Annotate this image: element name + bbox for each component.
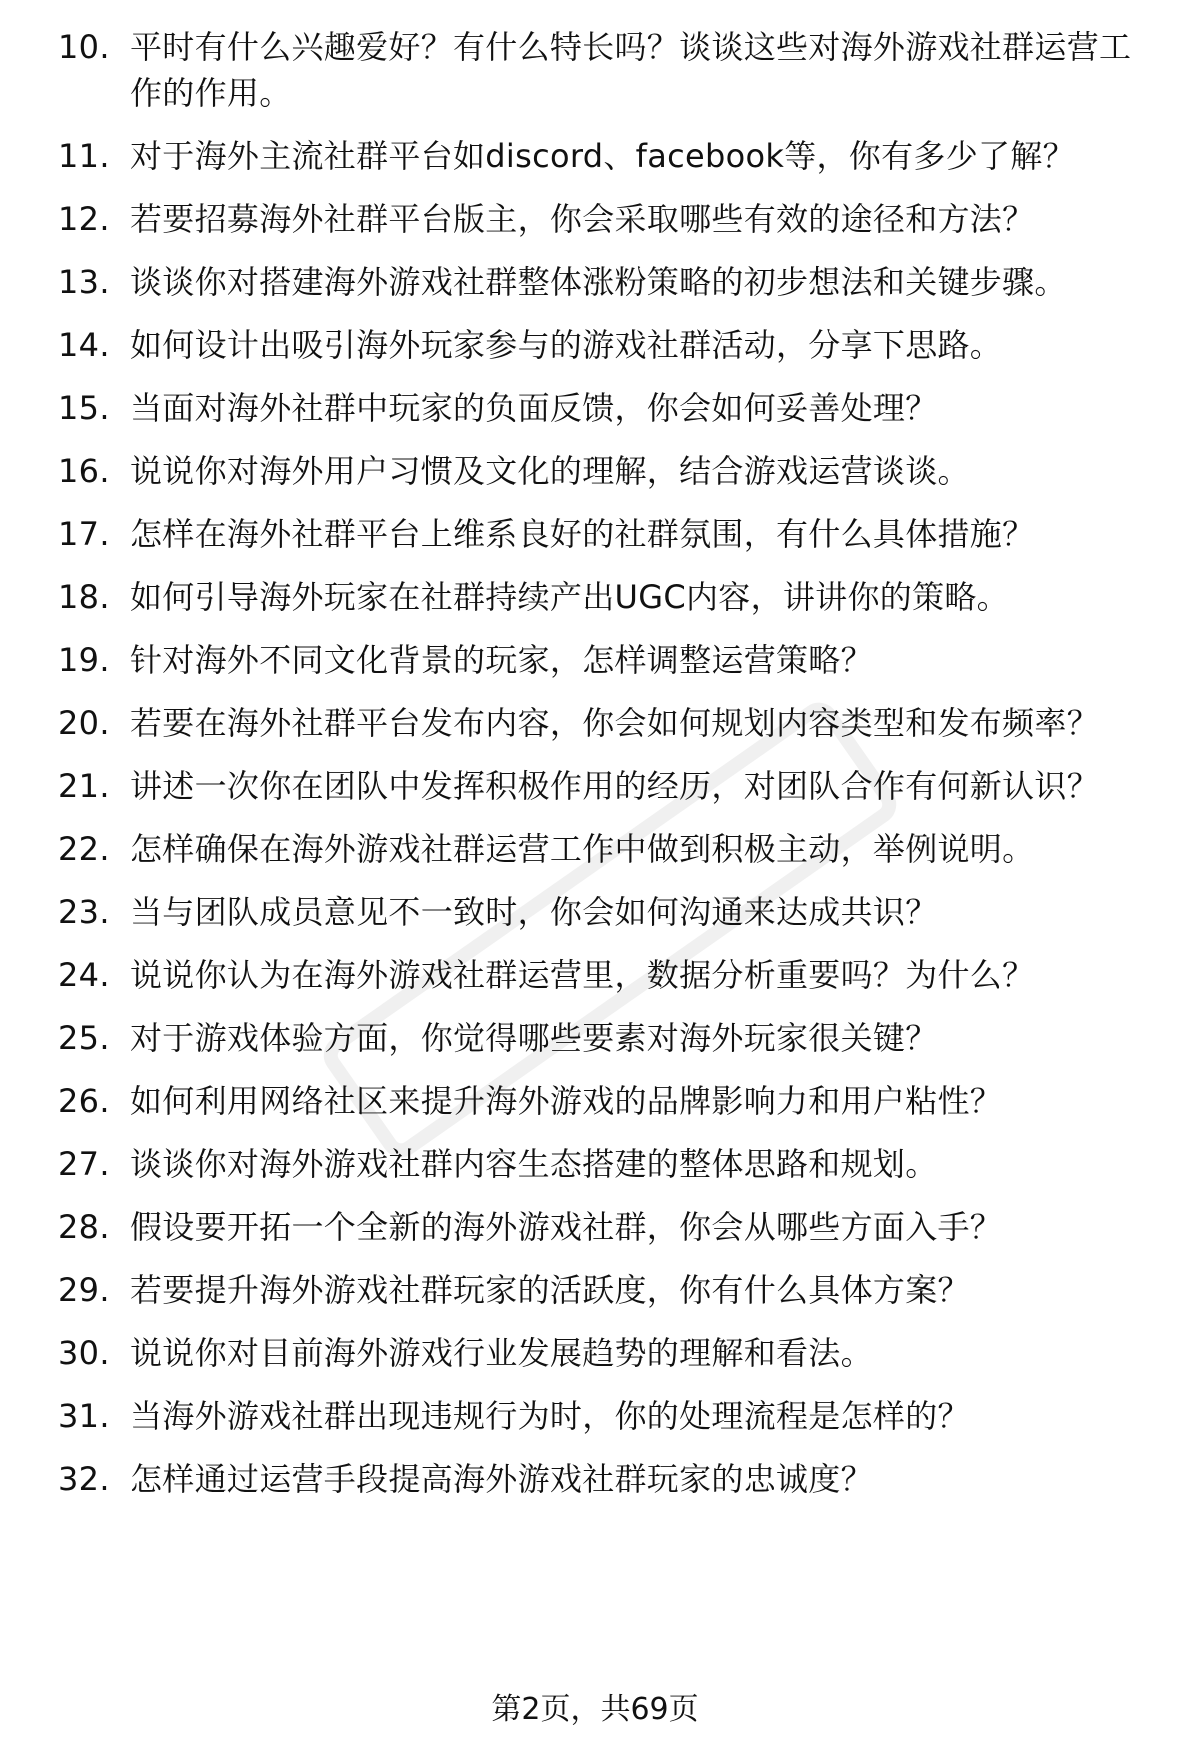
question-number: 28. [58, 1208, 110, 1246]
question-item [58, 1267, 1148, 1313]
question-text: 针对海外不同文化背景的玩家，怎样调整运营策略？ [130, 641, 873, 679]
question-item [58, 826, 1148, 872]
question-number: 22. [58, 830, 110, 868]
question-text: 如何利用网络社区来提升海外游戏的品牌影响力和用户粘性？ [130, 1082, 1003, 1120]
question-item [58, 952, 1148, 998]
question-item [58, 1078, 1148, 1124]
question-number: 25. [58, 1019, 110, 1057]
question-item [58, 448, 1148, 494]
question-number: 29. [58, 1271, 110, 1309]
question-number: 19. [58, 641, 110, 679]
question-text: 如何引导海外玩家在社群持续产出UGC内容，讲讲你的策略。 [130, 578, 1009, 616]
question-item [58, 1204, 1148, 1250]
question-number: 14. [58, 326, 110, 364]
page-number-label: 第2页，共69页 [491, 1692, 699, 1727]
question-number: 27. [58, 1145, 110, 1183]
question-item [58, 1393, 1148, 1439]
question-number: 15. [58, 389, 110, 427]
question-item [58, 196, 1148, 242]
question-number: 26. [58, 1082, 110, 1120]
question-item [58, 259, 1148, 305]
question-text: 说说你认为在海外游戏社群运营里，数据分析重要吗？为什么？ [130, 956, 1035, 994]
question-item [58, 322, 1148, 368]
question-text: 若要招募海外社群平台版主，你会采取哪些有效的途径和方法？ [130, 200, 1035, 238]
question-number: 32. [58, 1460, 110, 1498]
question-item [58, 385, 1148, 431]
question-text: 如何设计出吸引海外玩家参与的游戏社群活动，分享下思路。 [130, 326, 1003, 364]
question-number: 10. [58, 28, 110, 66]
question-number: 12. [58, 200, 110, 238]
question-text: 讲述一次你在团队中发挥积极作用的经历，对团队合作有何新认识？ [130, 767, 1100, 805]
question-text: 怎样通过运营手段提高海外游戏社群玩家的忠诚度？ [130, 1460, 873, 1498]
question-item [58, 133, 1148, 179]
question-item [58, 24, 1148, 116]
question-item [58, 1456, 1148, 1502]
question-text: 当海外游戏社群出现违规行为时，你的处理流程是怎样的？ [130, 1397, 970, 1435]
question-text: 说说你对海外用户习惯及文化的理解，结合游戏运营谈谈。 [130, 452, 970, 490]
question-item [58, 637, 1148, 683]
question-item [58, 1141, 1148, 1187]
question-number: 18. [58, 578, 110, 616]
question-text: 假设要开拓一个全新的海外游戏社群，你会从哪些方面入手？ [130, 1208, 1003, 1246]
question-text: 谈谈你对搭建海外游戏社群整体涨粉策略的初步想法和关键步骤。 [130, 263, 1067, 301]
question-text: 怎样确保在海外游戏社群运营工作中做到积极主动，举例说明。 [130, 830, 1035, 868]
question-text: 对于海外主流社群平台如discord、facebook等，你有多少了解？ [130, 137, 1075, 175]
question-number: 20. [58, 704, 110, 742]
question-text: 怎样在海外社群平台上维系良好的社群氛围，有什么具体措施？ [130, 515, 1035, 553]
question-text: 若要提升海外游戏社群玩家的活跃度，你有什么具体方案？ [130, 1271, 970, 1309]
question-text: 当与团队成员意见不一致时，你会如何沟通来达成共识？ [130, 893, 938, 931]
question-text: 对于游戏体验方面，你觉得哪些要素对海外玩家很关键？ [130, 1019, 938, 1057]
question-text: 说说你对目前海外游戏行业发展趋势的理解和看法。 [130, 1334, 873, 1372]
question-text: 平时有什么兴趣爱好？有什么特长吗？谈谈这些对海外游戏社群运营工作的作用。 [130, 28, 1132, 112]
question-number: 21. [58, 767, 110, 805]
question-item [58, 511, 1148, 557]
question-number: 13. [58, 263, 110, 301]
page-footer [0, 1690, 1190, 1730]
question-item [58, 1330, 1148, 1376]
question-number: 24. [58, 956, 110, 994]
question-item [58, 763, 1148, 809]
question-list [58, 24, 1148, 1519]
question-item [58, 1015, 1148, 1061]
question-item [58, 574, 1148, 620]
question-number: 17. [58, 515, 110, 553]
question-number: 23. [58, 893, 110, 931]
question-item [58, 700, 1148, 746]
question-number: 30. [58, 1334, 110, 1372]
question-text: 若要在海外社群平台发布内容，你会如何规划内容类型和发布频率？ [130, 704, 1100, 742]
question-number: 16. [58, 452, 110, 490]
question-number: 11. [58, 137, 110, 175]
question-number: 31. [58, 1397, 110, 1435]
question-text: 当面对海外社群中玩家的负面反馈，你会如何妥善处理？ [130, 389, 938, 427]
question-text: 谈谈你对海外游戏社群内容生态搭建的整体思路和规划。 [130, 1145, 938, 1183]
question-item [58, 889, 1148, 935]
